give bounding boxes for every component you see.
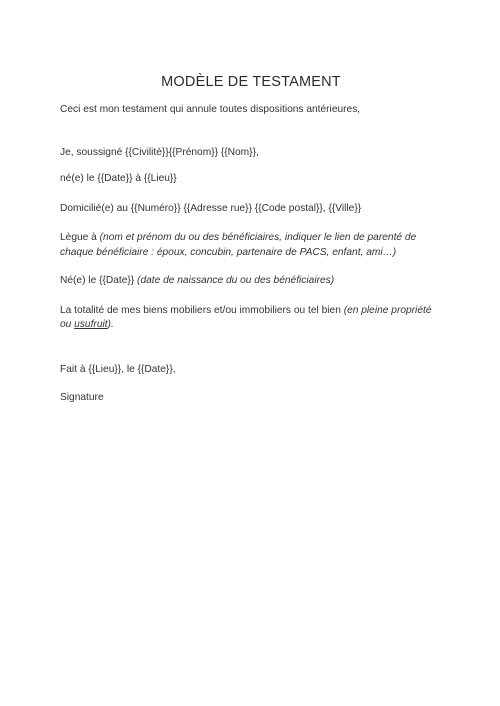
beneficiary-birth-prefix: Né(e) le: [60, 275, 100, 286]
signed-at-prefix: Fait à: [60, 363, 89, 375]
testator-fields: {{Civilité}}{{Prénom}} {{Nom}},: [125, 146, 259, 158]
assets-instructions-end: ).: [107, 319, 114, 330]
bequest-paragraph: [60, 231, 442, 260]
address-fields: {{Numéro}} {{Adresse rue}} {{Code postal}}, {{Ville}}: [130, 202, 362, 214]
bequest-instructions: (nom et prénom du ou des bénéficiaires, indiquer le lien de parenté de chaque bénéficiaire : époux, concubin, partenaire de PACS, enfant, ami…): [60, 232, 417, 258]
testator-identity-line: [60, 146, 442, 161]
signed-date-field: {{Date}},: [137, 363, 176, 375]
birth-middle: à: [132, 173, 144, 184]
birth-prefix: né(e) le: [60, 173, 98, 184]
beneficiary-birth-date-field: {{Date}}: [99, 275, 135, 286]
testator-address-line: [60, 202, 442, 217]
signed-at-line: [60, 363, 442, 378]
address-prefix: Domicilié(e) au: [60, 202, 131, 214]
intro-paragraph: Ceci est mon testament qui annule toutes dispositions antérieures,: [60, 104, 361, 115]
assets-text: La totalité de mes biens mobiliers et/ou immobiliers ou tel bien: [60, 304, 344, 316]
birth-date-field: {{Date}}: [97, 173, 133, 184]
usufruit-underlined: usufruit: [74, 319, 108, 330]
beneficiary-birth-instructions: (date de naissance du ou des bénéficiaires): [134, 275, 335, 286]
signed-place-field: {{Lieu}}: [88, 363, 122, 375]
bequest-prefix: Lègue à: [60, 232, 100, 243]
testator-birth-line: [60, 172, 442, 187]
birth-place-field: {{Lieu}}: [143, 173, 177, 184]
signed-middle: , le: [121, 363, 138, 375]
assets-instructions-start: (en pleine propriété ou: [60, 304, 432, 330]
signature-label: Signature: [60, 392, 104, 403]
beneficiary-birth-line: [60, 274, 442, 289]
testator-prefix: Je, soussigné: [60, 146, 126, 158]
assets-paragraph: [60, 304, 442, 333]
document-title: MODÈLE DE TESTAMENT: [161, 74, 341, 90]
